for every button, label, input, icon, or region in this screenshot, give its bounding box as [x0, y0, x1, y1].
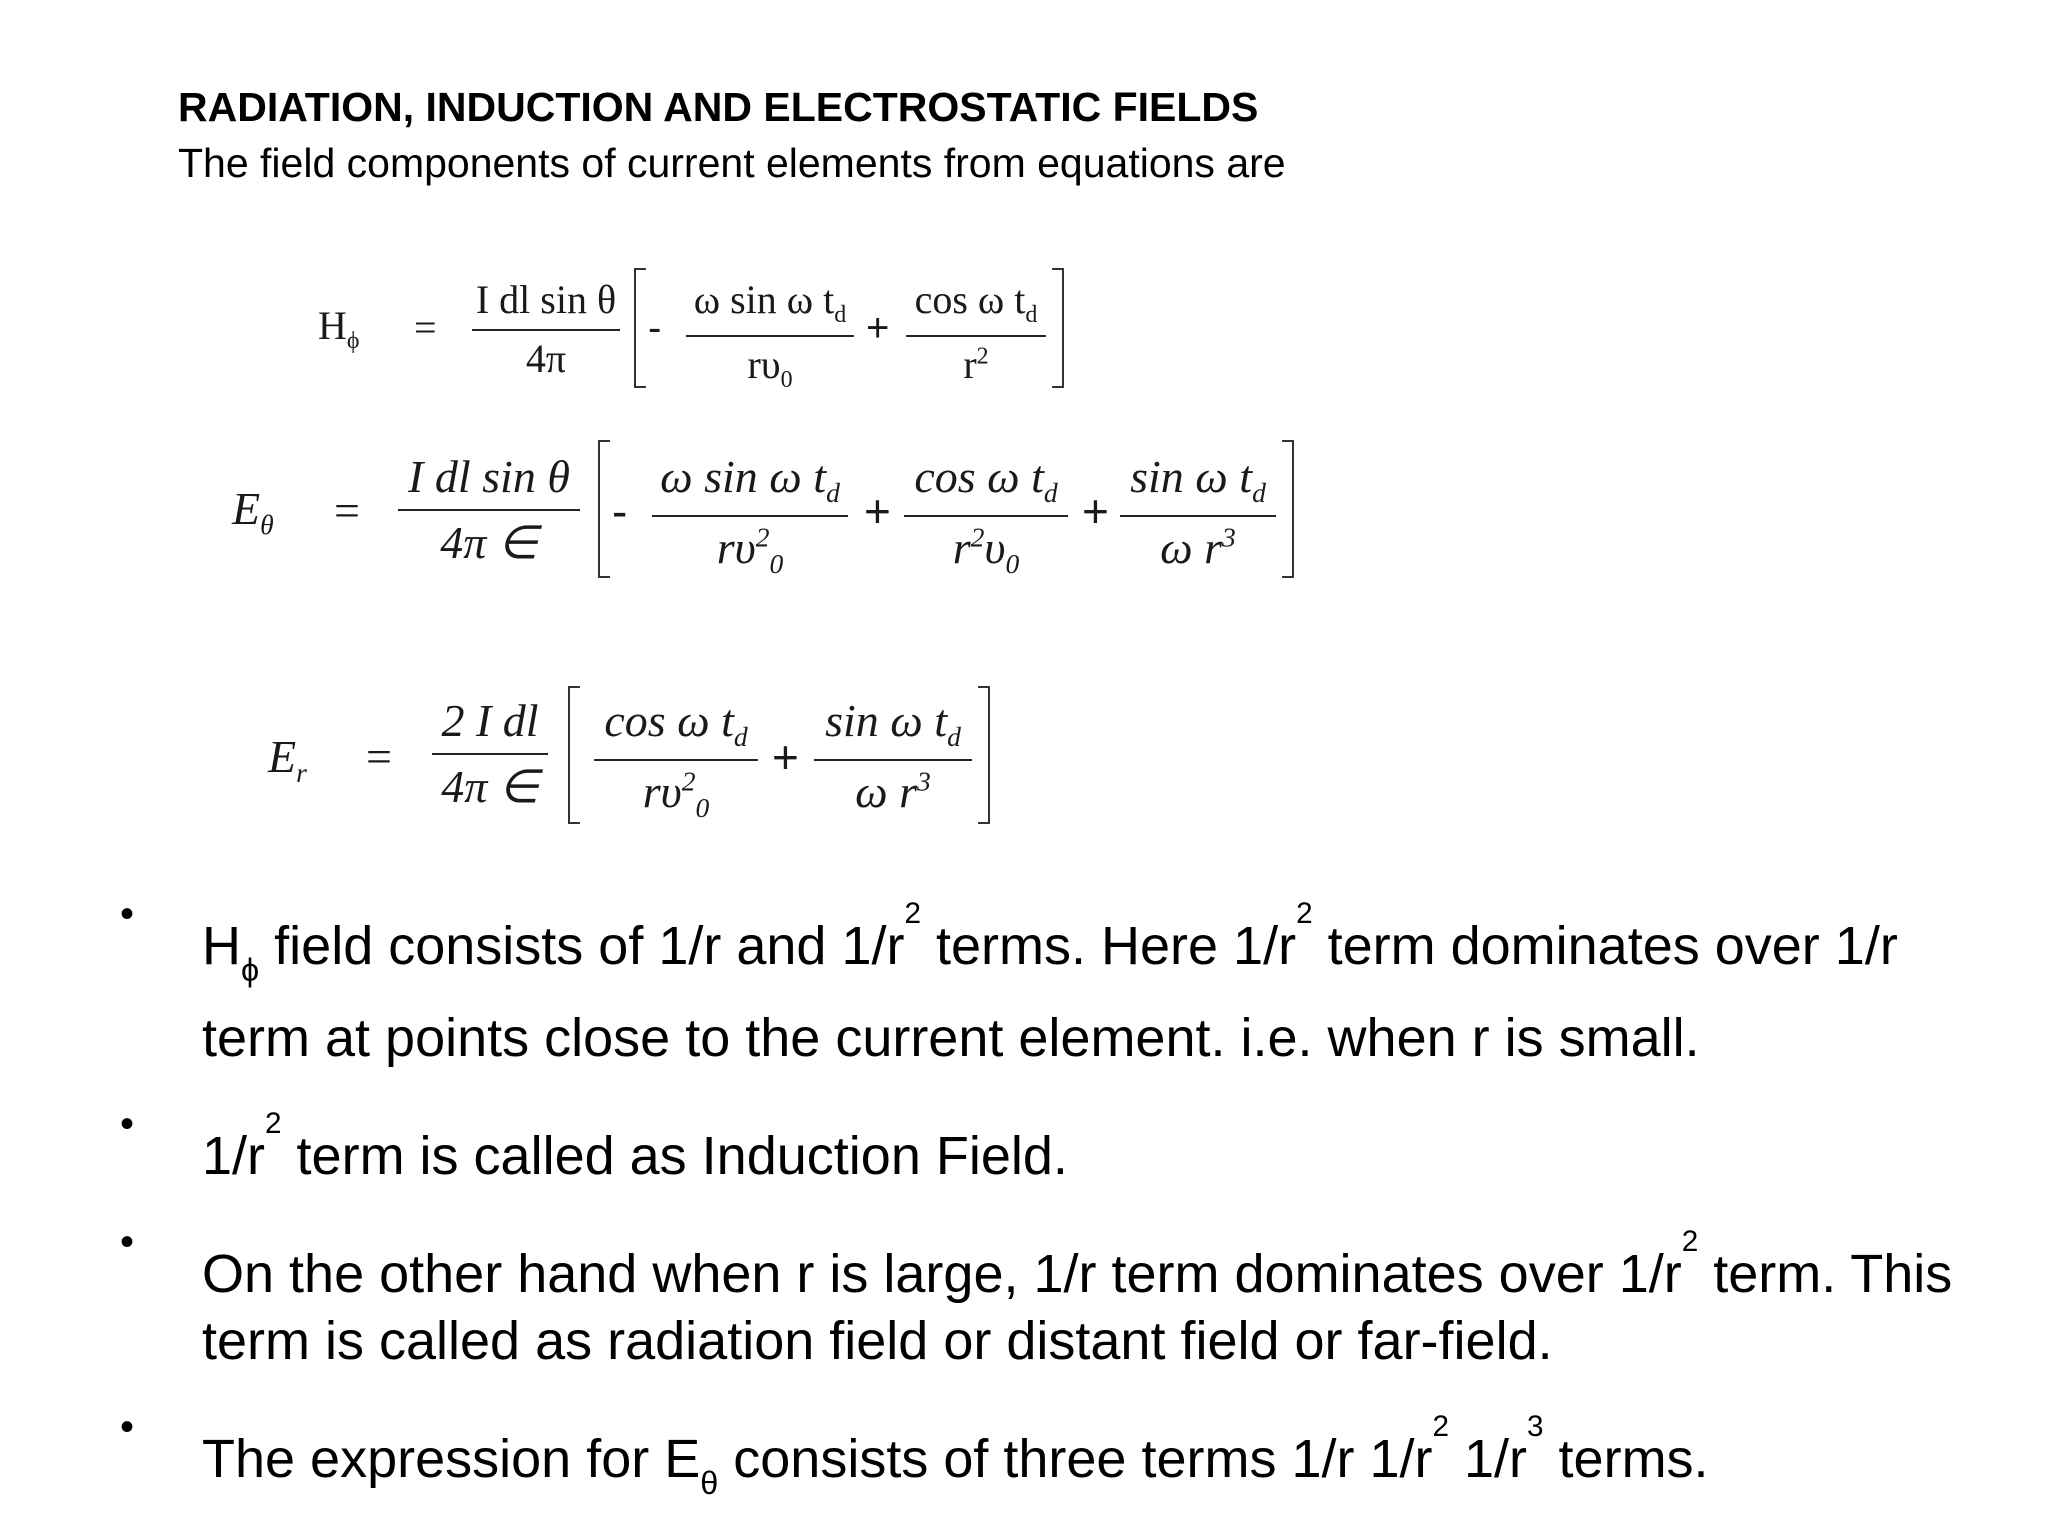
- bullet-marker: •: [120, 1101, 135, 1146]
- bullet-item-induction-field: • $1/r^2$ term is called as Induction Field.: [110, 1090, 1970, 1190]
- eq2-term3: sin ω $t_d$ ω $r^3$: [1120, 450, 1276, 574]
- bullet-marker: •: [120, 1405, 135, 1450]
- eq3-bracket-left: [568, 686, 580, 824]
- eq2-equals: =: [334, 485, 360, 536]
- eq2-coefficient: I dl sin θ 4π ∈: [398, 450, 580, 569]
- eq2-term1: ω sin ω $t_d$ $r\upsilon^2_0$: [652, 450, 848, 580]
- page-subtitle: The field components of current elements from equations are: [178, 140, 1286, 186]
- eq3-bracket-right: [978, 686, 990, 824]
- bullet-item-e-theta-terms: • The expression for $E_\theta$ consists of three terms 1/r $1/r^2$ $1/r^3$ terms.: [110, 1393, 1970, 1517]
- eq1-lhs: $H_\phi$: [318, 303, 360, 354]
- bullet-item-h-phi: • $H_\phi$ field consists of 1/r and $1/r^2$ terms. Here $1/r^2$ term dominates over 1/r term at points close to the current element. i.e. when r is small.: [110, 880, 1970, 1072]
- eq2-plus-2: +: [1082, 485, 1109, 537]
- bullet-item-radiation-field: • On the other hand when r is large, 1/r term dominates over $1/r^2$ term. This term is called as radiation field or distant field or far-field.: [110, 1208, 1970, 1376]
- eq3-term2: sin ω $t_d$ ω $r^3$: [814, 694, 972, 818]
- eq2-plus-1: +: [864, 485, 891, 537]
- bullet-marker: •: [120, 892, 135, 936]
- eq3-equals: =: [366, 731, 392, 782]
- page-title: RADIATION, INDUCTION AND ELECTROSTATIC FIELDS: [178, 84, 1259, 130]
- bullet-list: [110, 880, 1970, 1535]
- eq1-plus: +: [866, 306, 890, 350]
- eq3-plus: +: [772, 731, 799, 783]
- eq1-coefficient: I dl sin θ 4π: [472, 276, 620, 382]
- eq1-term1: ω sin ω $t_d$ $r\upsilon_0$: [686, 276, 854, 394]
- eq1-term2: cos ω $t_d$ $r^2$: [906, 276, 1046, 388]
- eq2-minus: -: [612, 485, 628, 537]
- eq3-term1: cos ω $t_d$ $r\upsilon^2_0$: [594, 694, 758, 824]
- eq2-lhs: $E_\theta$: [232, 483, 274, 541]
- eq2-term2: cos ω $t_d$ $r^2\upsilon_0$: [904, 450, 1068, 580]
- eq3-coefficient: 2 I dl 4π ∈: [432, 694, 548, 813]
- bullet-marker: •: [120, 1219, 135, 1264]
- eq3-lhs: $E_r$: [268, 731, 307, 789]
- eq1-minus: -: [648, 306, 662, 350]
- eq1-equals: =: [414, 305, 437, 350]
